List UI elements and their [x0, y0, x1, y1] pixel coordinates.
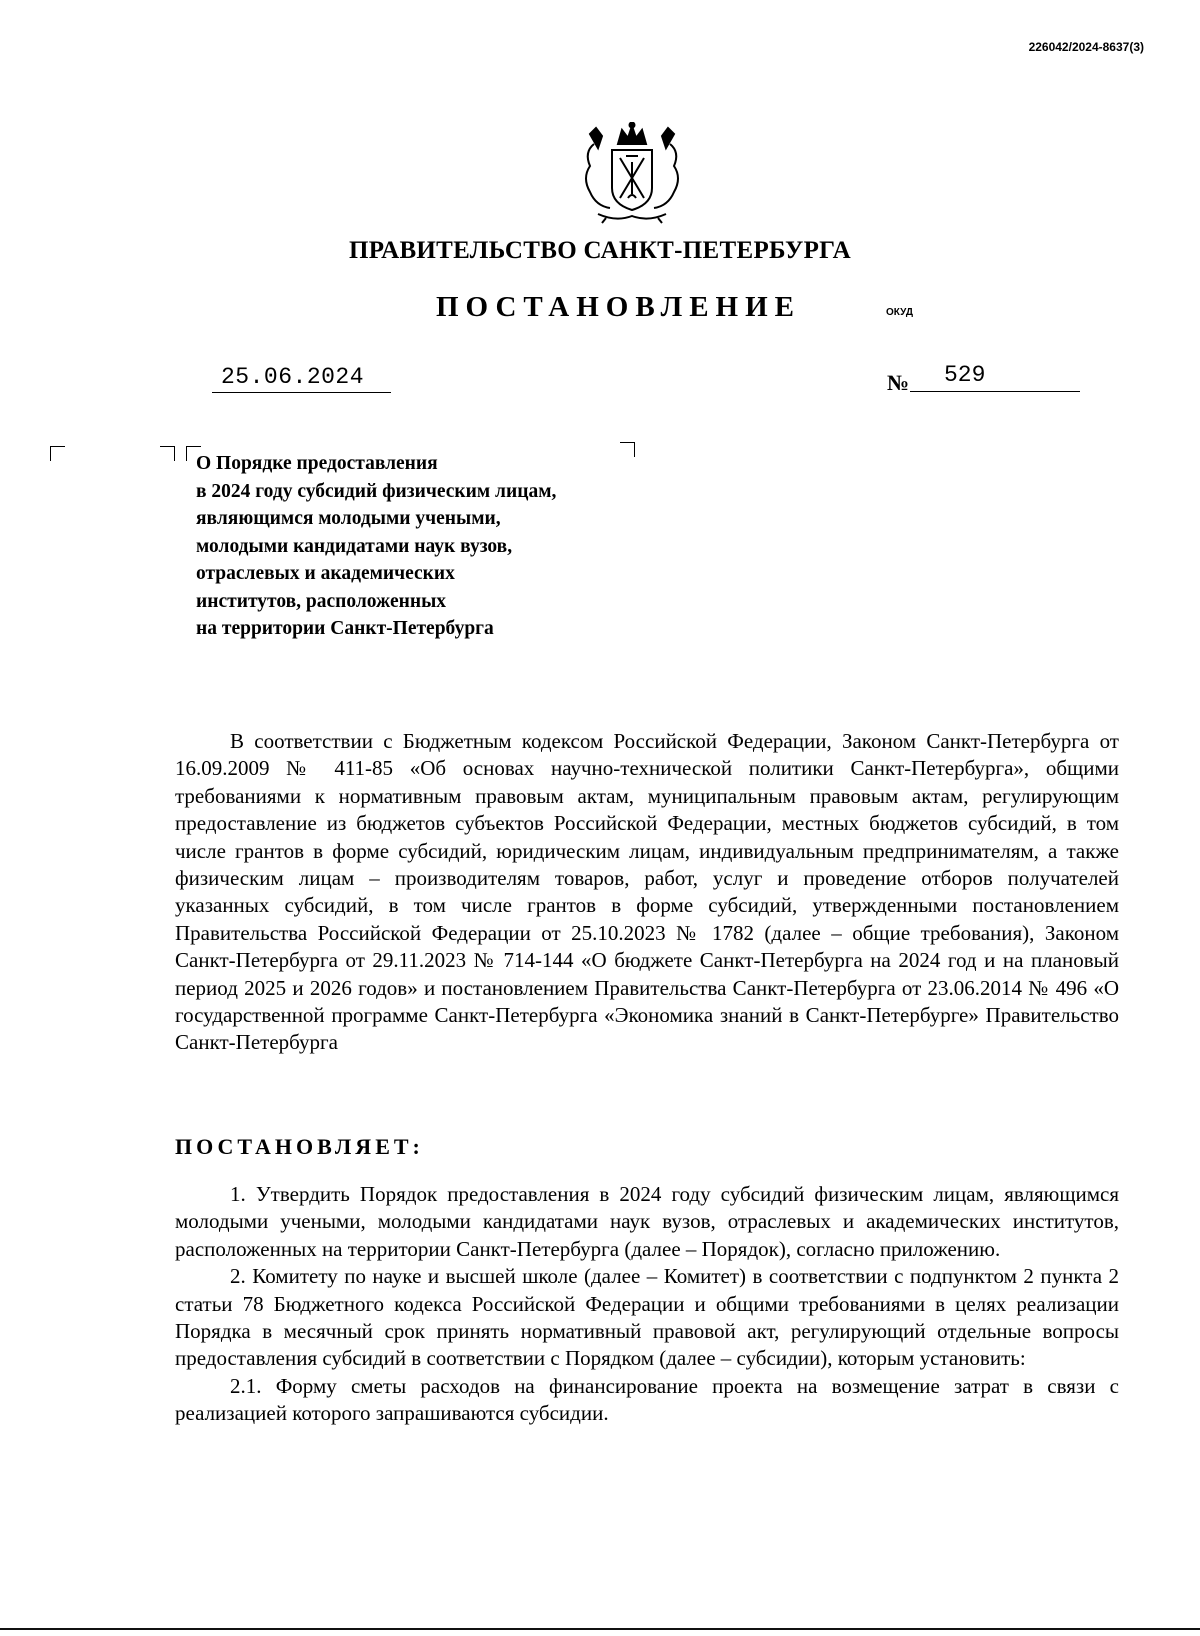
subject-line: О Порядке предоставления	[196, 453, 438, 474]
decree-items	[175, 1181, 1119, 1428]
number-sign: №	[887, 370, 910, 395]
corner-bracket	[620, 442, 635, 457]
subject-line: молодыми кандидатами наук вузов,	[196, 535, 513, 557]
page-bottom-rule	[0, 1628, 1200, 1630]
decree-item: 2.1. Форму сметы расходов на финансирование проекта на возмещение затрат в связи с реализацией которого запрашиваются субсидии.	[175, 1373, 1119, 1426]
corner-bracket	[50, 446, 65, 461]
document-type: ПОСТАНОВЛЕНИЕ	[436, 291, 802, 323]
subject-line: являющимся молодыми учеными,	[196, 508, 501, 529]
preamble-paragraph: В соответствии с Бюджетным кодексом Российской Федерации, Законом Санкт-Петербурга от 16.09.2009 № 411-85 «Об основах научно-технической политики Санкт-Петербурга», общими требованиями к нормативным правовым актам, муниципальным правовым актам, регулирующим предоставление из бюджетов субъектов Российской Федерации, местных бюджетов субсидий, в том числе грантов в форме субсидий, юридическим лицам, индивидуальным предпринимателям, а также физическим лицам – производителям товаров, работ, услуг и проведение отборов получателей указанных субсидий, в том числе грантов в форме субсидий, утвержденными постановлением Правительства Российской Федерации от 25.10.2023 № 1782 (далее – общие требования), Законом Санкт-Петербурга от 29.11.2023 № 714-144 «О бюджете Санкт-Петербурга на 2024 год и на плановый период 2025 и 2026 годов» и постановлением Правительства Санкт-Петербурга от 23.06.2014 № 496 «О государственной программе Санкт-Петербурга «Экономика знаний в Санкт-Петербурге» Правительство Санкт-Петербурга	[175, 729, 1119, 1055]
decree-item: 1. Утвердить Порядок предоставления в 2024 году субсидий физическим лицам, являющимся молодыми учеными, молодыми кандидатами наук вузов, отраслевых и академических институтов, расположенных на территории Санкт-Петербурга (далее – Порядок), согласно приложению.	[175, 1182, 1119, 1261]
okud-label: ОКУД	[886, 307, 913, 318]
decrees-heading: ПОСТАНОВЛЯЕТ:	[175, 1134, 424, 1159]
subject-line: в 2024 году субсидий физическим лицам,	[196, 480, 557, 502]
corner-bracket	[160, 446, 175, 461]
subject-line: отраслевых и академических	[196, 563, 455, 584]
document-number: 226042/2024-8637(3)	[1028, 40, 1144, 54]
coat-of-arms-icon	[576, 122, 688, 224]
document-date: 25.06.2024	[212, 364, 391, 393]
document-subject	[196, 450, 556, 643]
document-number-value: 529	[910, 362, 1080, 392]
subject-line: на территории Санкт-Петербурга	[196, 618, 494, 639]
subject-line: институтов, расположенных	[196, 590, 447, 612]
government-name: ПРАВИТЕЛЬСТВО САНКТ-ПЕТЕРБУРГА	[348, 237, 852, 264]
decree-item: 2. Комитету по науке и высшей школе (далее – Комитет) в соответствии с подпунктом 2 пункта 2 статьи 78 Бюджетного кодекса Российской Федерации и общими требованиями в целях реализации Порядка в месячный срок принять нормативный правовой акт, регулирующий отдельные вопросы предоставления субсидий в соответствии с Порядком (далее – субсидии), которым установить:	[175, 1264, 1119, 1371]
